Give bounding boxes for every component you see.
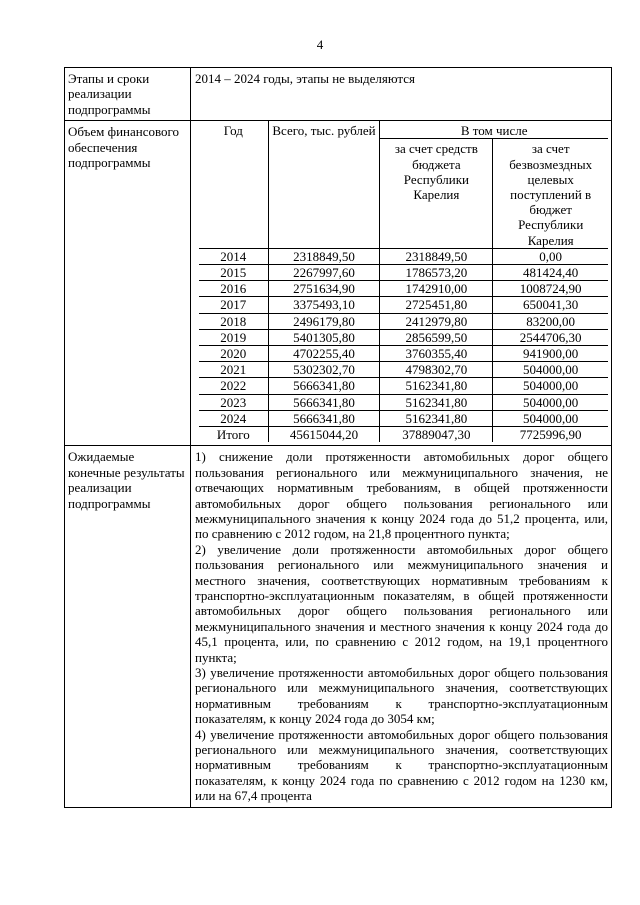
financing-grants-cell: 83200,00 <box>493 313 608 329</box>
financing-total-cell: 2318849,50 <box>268 248 380 264</box>
financing-data-row <box>199 313 608 329</box>
page-number: 4 <box>316 37 324 52</box>
financing-total-cell: 4702255,40 <box>268 346 380 362</box>
financing-data-row <box>199 378 608 394</box>
passport-table <box>64 67 612 808</box>
financing-cell <box>191 121 612 446</box>
financing-year-cell: 2021 <box>199 362 268 378</box>
financing-year-cell: 2019 <box>199 329 268 345</box>
financing-data-row <box>199 362 608 378</box>
result-item-4: 4) увеличение протяженности автомобильных дорог общего пользования регионального или межмуниципального значения, соответствующих нормативным требованиям к транспортно-эксплуатационным показателям, к концу 2024 года по сравнению с 2012 годом на 1230 км, или на 67,4 процента <box>195 726 608 804</box>
financing-total-cell: 2267997,60 <box>268 265 380 281</box>
financing-total-cell: 5666341,80 <box>268 394 380 410</box>
result-item-3: 3) увеличение протяженности автомобильных дорог общего пользования регионального или межмуниципального значения, соответствующих нормативным требованиям к транспортно-эксплуатационным показателям, к концу 2024 года до 3054 км; <box>195 664 608 727</box>
financing-grants-cell: 481424,40 <box>493 265 608 281</box>
financing-grants-cell: 504000,00 <box>493 362 608 378</box>
results-cell <box>191 446 612 807</box>
financing-label: Объем финансового обеспечения подпрограммы <box>65 121 191 446</box>
header-budget: за счет средств бюджета Республики Карелия <box>380 139 493 248</box>
financing-year-cell: 2018 <box>199 313 268 329</box>
financing-budget-cell: 3760355,40 <box>380 346 493 362</box>
financing-budget-cell: 2318849,50 <box>380 248 493 264</box>
financing-budget-cell: 4798302,70 <box>380 362 493 378</box>
financing-budget-cell: 5162341,80 <box>380 378 493 394</box>
header-including: В том числе <box>380 121 608 139</box>
financing-year-cell: 2023 <box>199 394 268 410</box>
financing-year-cell: 2015 <box>199 265 268 281</box>
financing-total-cell: 45615044,20 <box>268 427 380 443</box>
financing-budget-cell: 5162341,80 <box>380 410 493 426</box>
financing-grants-cell: 504000,00 <box>493 394 608 410</box>
financing-grants-cell: 0,00 <box>493 248 608 264</box>
financing-data-row <box>199 410 608 426</box>
financing-data-row <box>199 346 608 362</box>
financing-budget-cell: 2856599,50 <box>380 329 493 345</box>
financing-total-cell: 2496179,80 <box>268 313 380 329</box>
financing-data-row <box>199 394 608 410</box>
header-year: Год <box>199 121 268 248</box>
financing-year-cell: 2017 <box>199 297 268 313</box>
financing-data-row <box>199 248 608 264</box>
financing-total-cell: 5302302,70 <box>268 362 380 378</box>
financing-year-cell: 2014 <box>199 248 268 264</box>
header-grants: за счет безвозмездных целевых поступлений в бюджет Республики Карелия <box>493 139 608 248</box>
financing-year-cell: 2016 <box>199 281 268 297</box>
financing-table <box>199 121 608 442</box>
financing-grants-cell: 7725996,90 <box>493 427 608 443</box>
financing-data-row <box>199 297 608 313</box>
results-row <box>65 446 612 807</box>
financing-budget-cell: 1742910,00 <box>380 281 493 297</box>
financing-total-cell: 2751634,90 <box>268 281 380 297</box>
financing-year-cell: 2024 <box>199 410 268 426</box>
financing-budget-cell: 5162341,80 <box>380 394 493 410</box>
financing-budget-cell: 2412979,80 <box>380 313 493 329</box>
financing-row <box>65 121 612 446</box>
financing-data-row <box>199 427 608 443</box>
header-total: Всего, тыс. рублей <box>268 121 380 248</box>
financing-grants-cell: 504000,00 <box>493 378 608 394</box>
timing-row <box>65 68 612 121</box>
financing-year-cell: Итого <box>199 427 268 443</box>
financing-budget-cell: 2725451,80 <box>380 297 493 313</box>
financing-data-row <box>199 265 608 281</box>
financing-total-cell: 5401305,80 <box>268 329 380 345</box>
timing-label: Этапы и сроки реализации подпрограммы <box>65 68 191 121</box>
financing-grants-cell: 504000,00 <box>493 410 608 426</box>
financing-grants-cell: 1008724,90 <box>493 281 608 297</box>
financing-total-cell: 5666341,80 <box>268 378 380 394</box>
financing-grants-cell: 650041,30 <box>493 297 608 313</box>
financing-year-cell: 2020 <box>199 346 268 362</box>
results-label: Ожидаемые конечные результаты реализации подпрограммы <box>65 446 191 807</box>
timing-value: 2014 – 2024 годы, этапы не выделяются <box>191 68 612 121</box>
financing-grants-cell: 2544706,30 <box>493 329 608 345</box>
financing-grants-cell: 941900,00 <box>493 346 608 362</box>
financing-year-cell: 2022 <box>199 378 268 394</box>
result-item-2: 2) увеличение доли протяженности автомобильных дорог общего пользования регионального или межмуниципального значения и местного значения, соответствующих нормативным требованиям к транспортно-эксплуатационным показателям, в общей протяженности автомобильных дорог общего пользования регионального или межмуниципального значения и местного значения к концу 2024 года до 45,1 процента, или, по сравнению с 2012 годом, на 19,1 процентного пункта; <box>195 541 608 665</box>
result-item-1: 1) снижение доли протяженности автомобильных дорог общего пользования регионального или межмуниципального значения, не отвечающих нормативным требованиям, в общей протяженности автомобильных дорог общего пользования регионального или межмуниципального значения к концу 2024 года до 51,2 процента, или, по сравнению с 2012 годом, на 21,8 процентного пункта; <box>195 449 608 542</box>
financing-budget-cell: 37889047,30 <box>380 427 493 443</box>
financing-total-cell: 3375493,10 <box>268 297 380 313</box>
financing-budget-cell: 1786573,20 <box>380 265 493 281</box>
financing-data-row <box>199 329 608 345</box>
financing-total-cell: 5666341,80 <box>268 410 380 426</box>
financing-data-row <box>199 281 608 297</box>
